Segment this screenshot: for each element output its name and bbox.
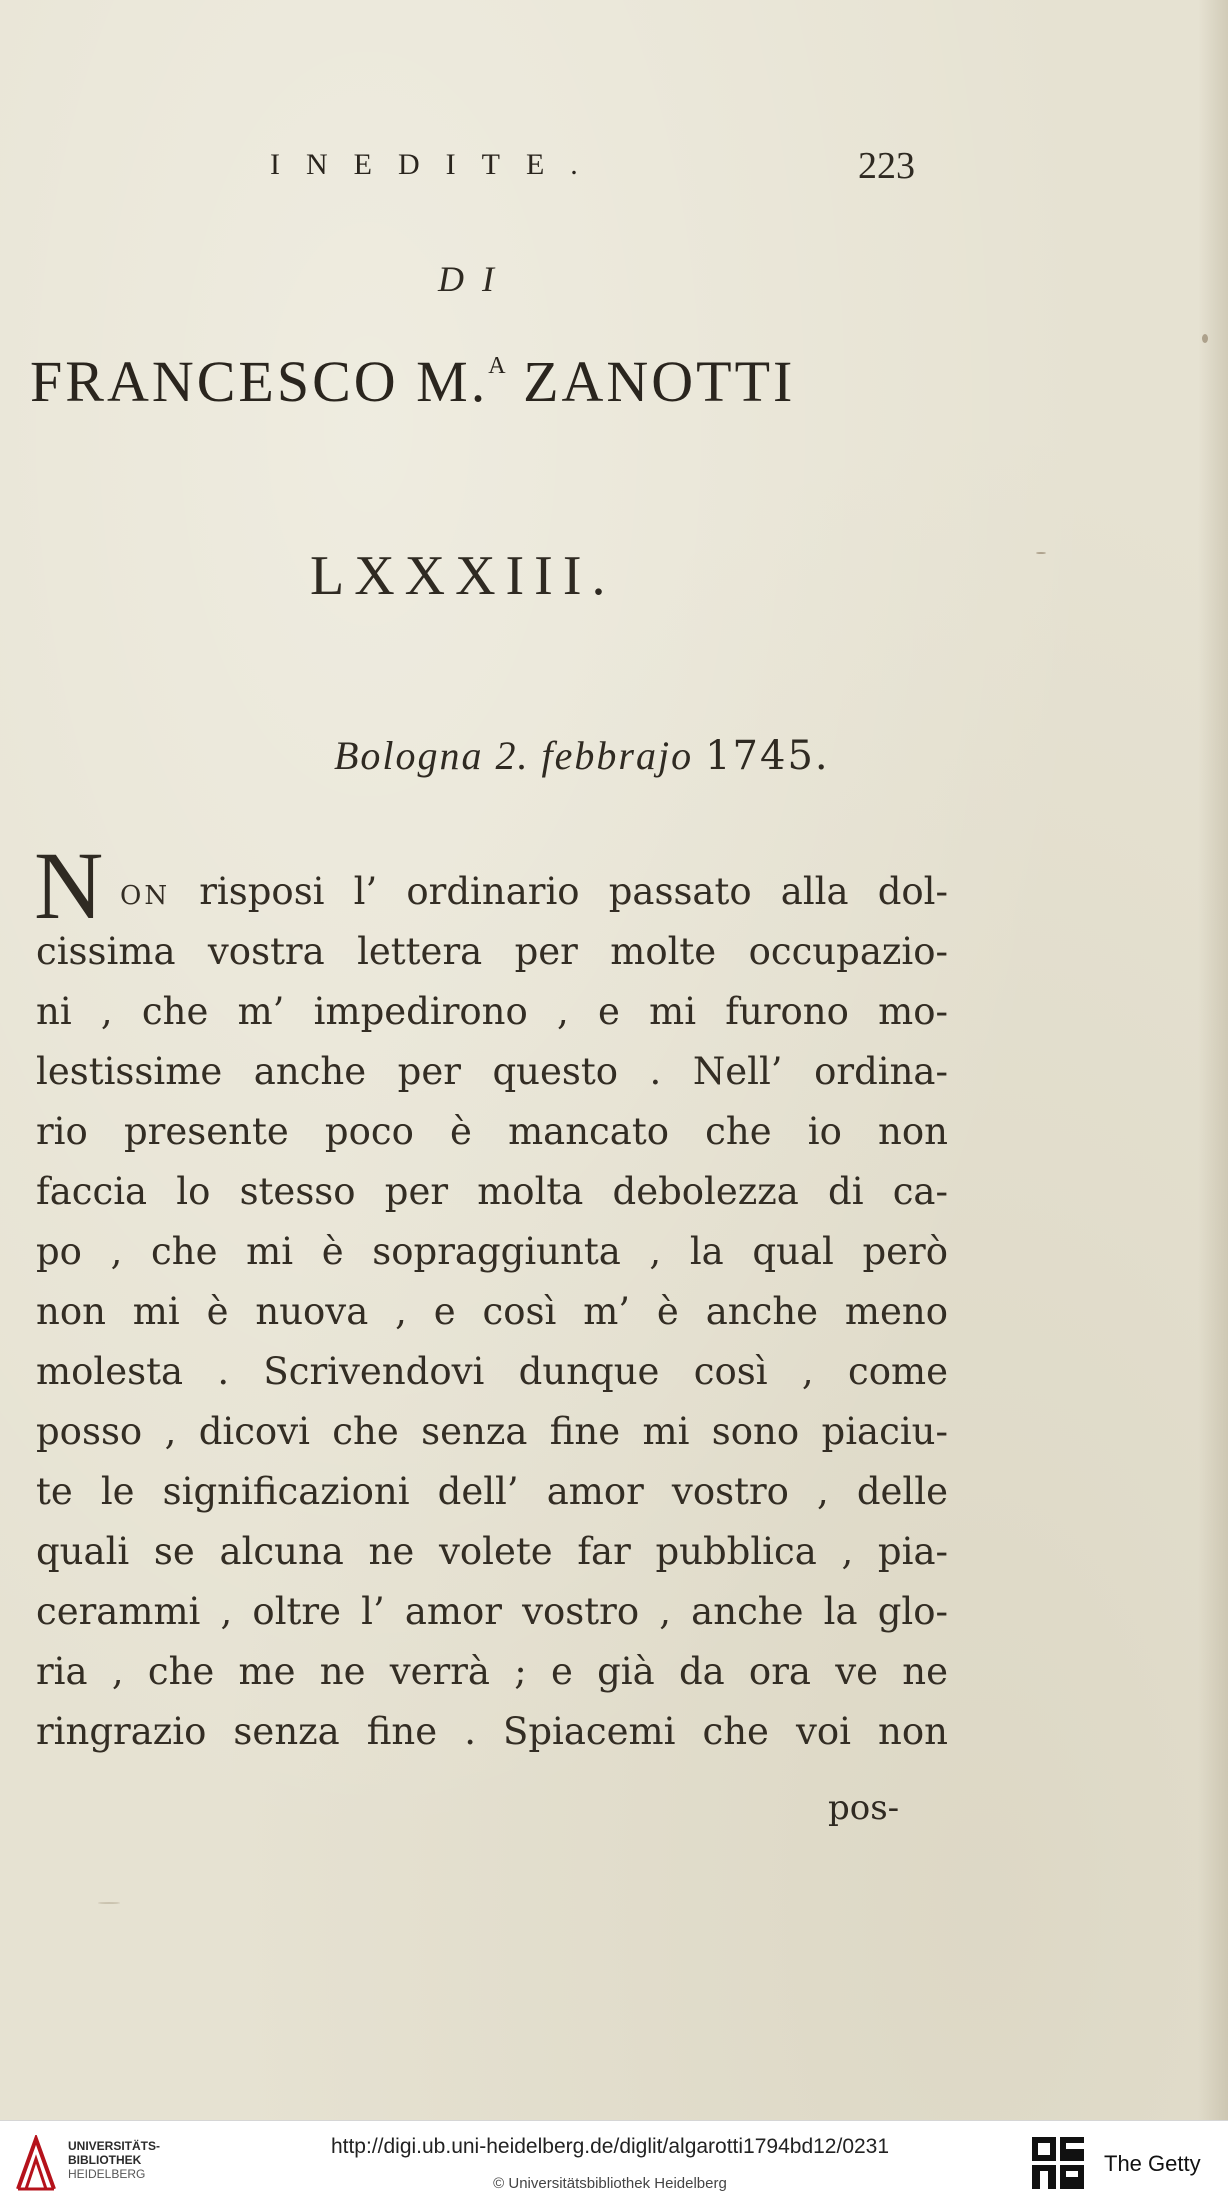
library-name bbox=[68, 2139, 208, 2181]
author-prefix: DI bbox=[438, 259, 512, 299]
body-line: ringrazio senza fine . Spiacemi che voi non bbox=[36, 1710, 948, 1753]
library-name-line1: UNIVERSITÄTS- bbox=[68, 2139, 161, 2153]
author-name-last: ZANOTTI bbox=[523, 349, 796, 414]
viewer-footer bbox=[0, 2120, 1228, 2208]
catchword: pos- bbox=[828, 1788, 900, 1828]
body-line: po , che mi è sopraggiunta , la qual però bbox=[36, 1230, 948, 1273]
author-name-sup: A bbox=[488, 353, 506, 379]
body-line: cerammi , oltre l’ amor vostro , anche la glo- bbox=[36, 1590, 948, 1633]
body-line-rest: risposi l’ ordinario passato alla dol- bbox=[170, 870, 948, 913]
page-edge-shadow bbox=[1198, 0, 1228, 2120]
body-line: rio presente poco è mancato che io non bbox=[36, 1110, 948, 1153]
paper-speck bbox=[1202, 334, 1208, 343]
paper-speck bbox=[98, 1902, 120, 1904]
letter-number: LXXXIII. bbox=[310, 545, 616, 607]
author-name-main: FRANCESCO M. bbox=[30, 349, 489, 414]
dateline bbox=[334, 732, 830, 779]
dateline-year: 1745. bbox=[705, 733, 830, 779]
body-line-smallcaps: on bbox=[120, 870, 171, 913]
permalink-url[interactable]: http://digi.ub.uni-heidelberg.de/diglit/algarotti1794bd12/0231 bbox=[330, 2135, 890, 2158]
paper-speck bbox=[1036, 552, 1046, 554]
body-line: cissima vostra lettera per molte occupazio- bbox=[36, 930, 948, 973]
getty-logo-icon bbox=[1030, 2135, 1086, 2193]
heidelberg-library-logo-icon bbox=[14, 2135, 58, 2193]
page-number: 223 bbox=[858, 145, 915, 187]
drop-cap: N bbox=[34, 832, 104, 939]
body-line bbox=[120, 862, 948, 922]
body-line: faccia lo stesso per molta debolezza di ca- bbox=[36, 1170, 948, 1213]
body-line: quali se alcuna ne volete far pubblica , pia- bbox=[36, 1530, 948, 1573]
body-line: ni , che m’ impedirono , e mi furono mo- bbox=[36, 990, 948, 1033]
running-head: INEDITE. bbox=[270, 148, 604, 181]
library-name-line2: BIBLIOTHEK bbox=[68, 2153, 142, 2167]
library-name-line3: HEIDELBERG bbox=[68, 2167, 146, 2181]
body-line: non mi è nuova , e così m’ è anche meno bbox=[36, 1290, 948, 1333]
body-line: molesta . Scrivendovi dunque così , come bbox=[36, 1350, 948, 1393]
partner-name: The Getty bbox=[1104, 2151, 1201, 2176]
copyright-notice: © Universitätsbibliothek Heidelberg bbox=[493, 2175, 727, 2192]
dateline-place: Bologna 2. febbrajo bbox=[334, 733, 694, 778]
author-heading bbox=[30, 348, 950, 415]
body-line: te le significazioni dell’ amor vostro , delle bbox=[36, 1470, 948, 1513]
body-line: lestissime anche per questo . Nell’ ordina- bbox=[36, 1050, 948, 1093]
body-line: ria , che me ne verrà ; e già da ora ve ne bbox=[36, 1650, 948, 1693]
body-line: posso , dicovi che senza fine mi sono piaciu- bbox=[36, 1410, 948, 1453]
